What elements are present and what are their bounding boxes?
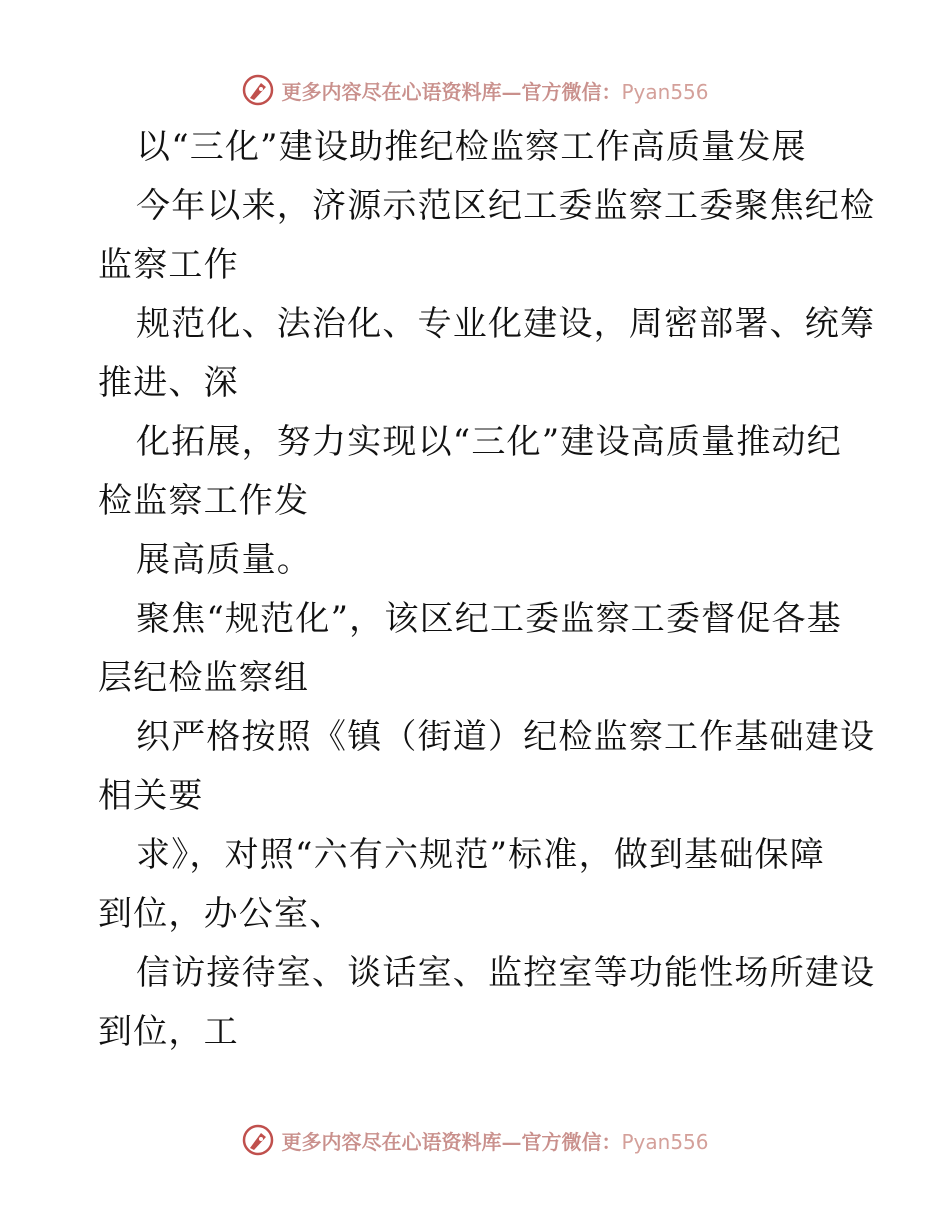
document-line: 求》，对照“六有六规范”标准，做到基础保障 <box>136 835 825 875</box>
document-title: 以“三化”建设助推纪检监察工作高质量发展 <box>136 127 807 167</box>
document-line: 今年以来，济源示范区纪工委监察工委聚焦纪检 <box>136 186 876 226</box>
document-line: 相关要 <box>98 776 204 816</box>
watermark-text-cn: 更多内容尽在心语资料库—官方微信： <box>281 1129 622 1154</box>
document-line: 到位，办公室、 <box>98 894 345 934</box>
document-line: 层纪检监察组 <box>98 658 310 698</box>
watermark-text <box>281 1126 708 1155</box>
watermark-wechat-id: Pyan556 <box>621 79 709 104</box>
pen-nib-logo-icon <box>241 73 275 107</box>
watermark-text-cn: 更多内容尽在心语资料库—官方微信： <box>281 79 622 104</box>
pen-nib-logo-icon <box>241 1123 275 1157</box>
footer-watermark <box>0 1120 950 1160</box>
document-line: 织严格按照《镇（街道）纪检监察工作基础建设 <box>136 717 876 757</box>
document-body <box>98 118 876 1062</box>
watermark-wechat-id: Pyan556 <box>621 1129 709 1154</box>
document-line: 规范化、法治化、专业化建设，周密部署、统筹 <box>136 304 876 344</box>
header-watermark <box>0 70 950 110</box>
document-line: 检监察工作发 <box>98 481 310 521</box>
document-line: 信访接待室、谈话室、监控室等功能性场所建设 <box>136 953 876 993</box>
document-line: 到位，工 <box>98 1012 239 1052</box>
watermark-text <box>281 76 708 105</box>
document-line: 聚焦“规范化”，该区纪工委监察工委督促各基 <box>136 599 842 639</box>
document-line: 监察工作 <box>98 245 239 285</box>
document-line: 推进、深 <box>98 363 239 403</box>
document-line: 化拓展，努力实现以“三化”建设高质量推动纪 <box>136 422 842 462</box>
document-line: 展高质量。 <box>136 540 312 580</box>
